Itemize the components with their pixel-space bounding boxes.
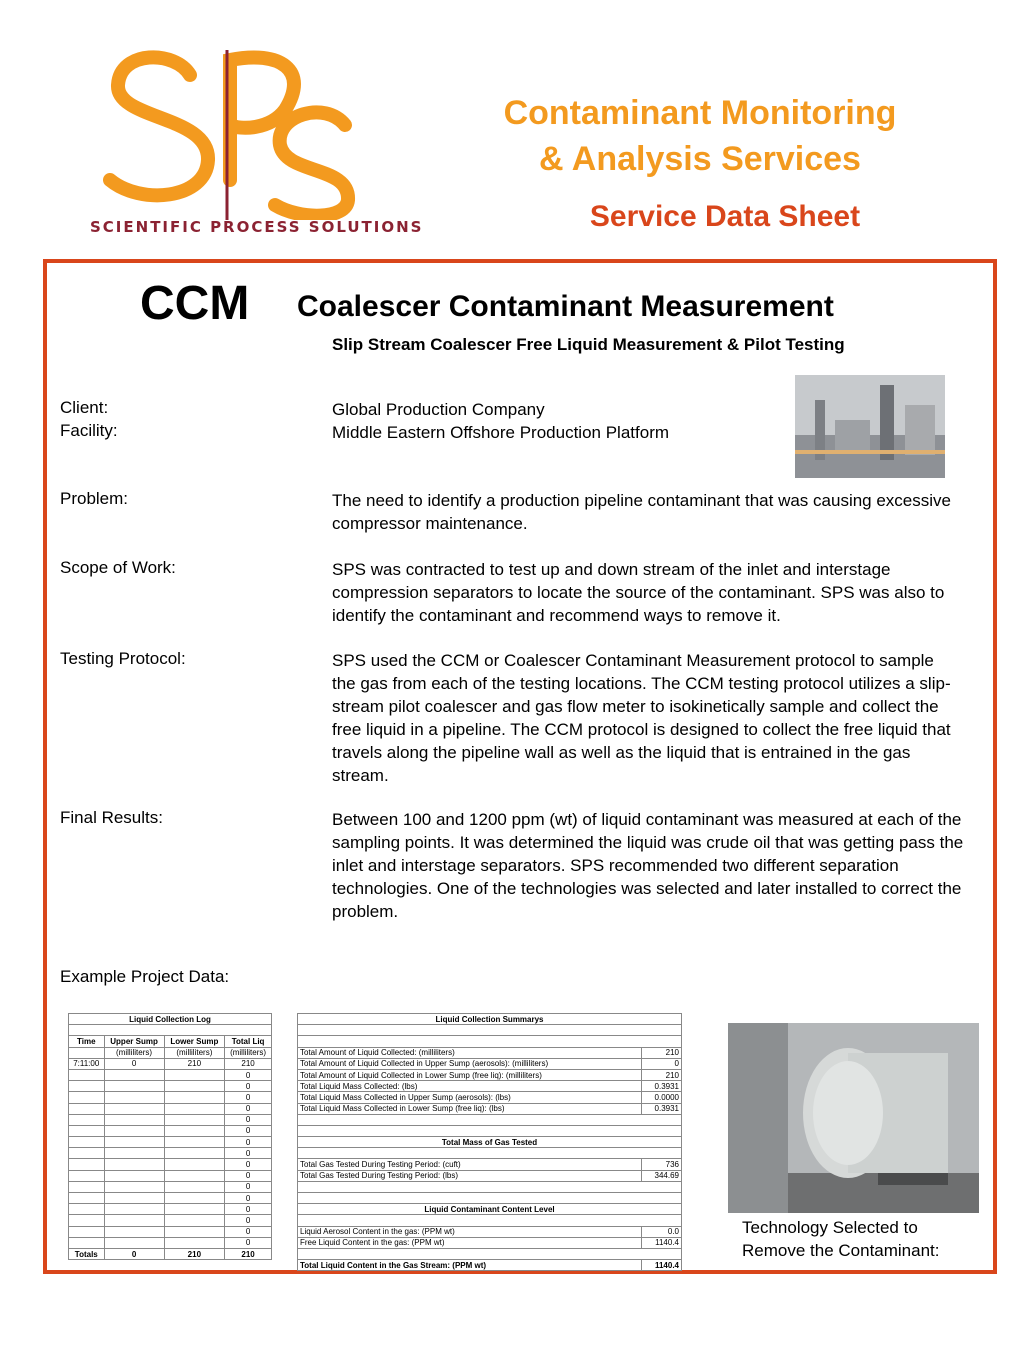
summary-spacer-cell	[298, 1215, 682, 1226]
log-cell: 0	[225, 1237, 272, 1248]
log-cell	[104, 1159, 164, 1170]
log-cell: 0	[225, 1170, 272, 1181]
summary-value-cell: 736	[641, 1159, 681, 1170]
table-row	[69, 1193, 272, 1204]
summary-value-cell: 0	[641, 1058, 681, 1069]
table-row	[298, 1047, 682, 1058]
log-cell: 0	[225, 1092, 272, 1103]
title-acronym: CCM	[140, 277, 250, 330]
log-cell	[164, 1204, 225, 1215]
log-cell	[164, 1125, 225, 1136]
table-row	[298, 1058, 682, 1069]
technology-photo	[728, 1023, 979, 1213]
log-cell	[69, 1170, 105, 1181]
example-label: Example Project Data:	[60, 967, 230, 986]
log-cell: 210	[164, 1058, 225, 1069]
log-cell	[104, 1092, 164, 1103]
table-row	[69, 1058, 272, 1069]
log-header-cell: Lower Sump	[164, 1036, 225, 1047]
scope-label: Scope of Work:	[60, 558, 176, 577]
summary-spacer-cell	[298, 1114, 682, 1125]
summary-label-cell: Total Amount of Liquid Collected in Upper Sump (aerosols): (milliliters)	[298, 1058, 642, 1069]
log-totals-cell: 210	[225, 1248, 272, 1259]
results-value: Between 100 and 1200 ppm (wt) of liquid contaminant was measured at each of the sampling points. It was determined the liquid was crude oil that was getting pass the inlet and interstage separators. SPS recommended two different separation technologies. One of the technologies was selected and later installed to correct the problem.	[332, 810, 964, 921]
log-cell	[69, 1237, 105, 1248]
table-row	[69, 1148, 272, 1159]
summary-value-cell: 0.0	[641, 1226, 681, 1237]
log-spacer-row	[69, 1025, 272, 1036]
summary-value-cell: 210	[641, 1069, 681, 1080]
table-row	[298, 1237, 682, 1248]
log-cell	[164, 1181, 225, 1192]
table-row	[69, 1081, 272, 1092]
content-title-cell: Liquid Contaminant Content Level	[298, 1204, 682, 1215]
log-cell: 0	[225, 1137, 272, 1148]
log-cell	[69, 1181, 105, 1192]
protocol-value: SPS used the CCM or Coalescer Contaminant Measurement protocol to sample the gas from each of the testing locations. The CCM testing protocol utilizes a slip-stream pilot coalescer and gas flow meter to isokinetically sample and collect the free liquid in a pipeline. The CCM protocol is designed to collect the free liquid that travels along the pipeline wall as well as the liquid that is entrained in the gas stream.	[332, 651, 951, 785]
log-cell	[69, 1125, 105, 1136]
log-cell	[69, 1137, 105, 1148]
log-cell: 0	[104, 1058, 164, 1069]
log-cell	[164, 1114, 225, 1125]
summary-value-cell: 0.0000	[641, 1092, 681, 1103]
table-row	[298, 1170, 682, 1181]
summary-label-cell: Total Amount of Liquid Collected in Lower Sump (free liq): (milliliters)	[298, 1069, 642, 1080]
results-label: Final Results:	[60, 808, 163, 827]
summary-value-cell: 1140.4	[641, 1237, 681, 1248]
summary-label-cell: Total Amount of Liquid Collected: (milliliters)	[298, 1047, 642, 1058]
log-cell	[104, 1237, 164, 1248]
problem-label: Problem:	[60, 489, 129, 508]
log-cell: 0	[225, 1181, 272, 1192]
log-cell	[104, 1081, 164, 1092]
log-cell	[69, 1204, 105, 1215]
summary-spacer-cell	[298, 1036, 682, 1047]
table-row	[298, 1069, 682, 1080]
log-header-cell: Total Liq	[225, 1036, 272, 1047]
log-cell	[104, 1215, 164, 1226]
log-spacer-cell	[69, 1025, 272, 1036]
log-cell	[164, 1092, 225, 1103]
log-totals-cell: Totals	[69, 1248, 105, 1259]
summary-total-label: Total Liquid Content in the Gas Stream: (PPM wt)	[298, 1260, 642, 1271]
table-row	[69, 1226, 272, 1237]
log-cell	[69, 1103, 105, 1114]
log-cell	[104, 1069, 164, 1080]
log-header-cell: Upper Sump	[104, 1036, 164, 1047]
log-cell	[164, 1215, 225, 1226]
log-cell: 0	[225, 1215, 272, 1226]
facility-value: Middle Eastern Offshore Production Platform	[332, 423, 670, 442]
protocol-label: Testing Protocol:	[60, 649, 186, 668]
caption-line-1: Technology Selected to	[742, 1218, 918, 1237]
summary-label-cell: Free Liquid Content in the gas: (PPM wt)	[298, 1237, 642, 1248]
caption-line-2: Remove the Contaminant:	[742, 1241, 940, 1260]
log-cell	[164, 1137, 225, 1148]
summary-spacer-row	[298, 1248, 682, 1259]
summary-value-cell: 0.3931	[641, 1081, 681, 1092]
log-cell	[104, 1125, 164, 1136]
log-cell: 0	[225, 1125, 272, 1136]
log-cell: 0	[225, 1159, 272, 1170]
table-row	[69, 1137, 272, 1148]
table-row	[69, 1170, 272, 1181]
log-cell: 0	[225, 1226, 272, 1237]
content-title	[298, 1204, 682, 1215]
liquid-collection-log-table	[68, 1013, 272, 1260]
log-cell	[69, 1114, 105, 1125]
header-line-1: Contaminant Monitoring	[503, 94, 897, 132]
summary-label-cell: Total Gas Tested During Testing Period: (cuft)	[298, 1159, 642, 1170]
log-units-cell: (milliliters)	[225, 1047, 272, 1058]
title-subtitle: Slip Stream Coalescer Free Liquid Measurement & Pilot Testing	[332, 335, 845, 354]
summary-title	[298, 1014, 682, 1025]
summary-value-cell: 210	[641, 1047, 681, 1058]
log-cell: 0	[225, 1103, 272, 1114]
log-totals-cell: 0	[104, 1248, 164, 1259]
log-cell	[164, 1193, 225, 1204]
table-row	[298, 1226, 682, 1237]
logo-text: SCIENTIFIC PROCESS SOLUTIONS	[90, 218, 424, 236]
gas-title	[298, 1137, 682, 1148]
table-row	[298, 1159, 682, 1170]
table-row	[69, 1159, 272, 1170]
header-title	[470, 90, 930, 182]
summary-total-value: 1140.4	[641, 1260, 681, 1271]
log-cell	[104, 1170, 164, 1181]
table-row	[69, 1204, 272, 1215]
summary-spacer-cell	[298, 1193, 682, 1204]
table-row	[298, 1081, 682, 1092]
summary-spacer-row	[298, 1125, 682, 1136]
summary-spacer-row	[298, 1215, 682, 1226]
client-value: Global Production Company	[332, 400, 545, 419]
log-cell	[164, 1081, 225, 1092]
log-cell	[164, 1170, 225, 1181]
log-cell: 0	[225, 1193, 272, 1204]
summary-label-cell: Total Gas Tested During Testing Period: (lbs)	[298, 1170, 642, 1181]
summary-label-cell: Total Liquid Mass Collected in Lower Sump (free liq): (lbs)	[298, 1103, 642, 1114]
summary-spacer-cell	[298, 1181, 682, 1192]
summary-spacer-row	[298, 1193, 682, 1204]
log-header-row	[69, 1036, 272, 1047]
facility-label: Facility:	[60, 421, 118, 440]
title-full: Coalescer Contaminant Measurement	[297, 290, 834, 323]
gas-title-cell: Total Mass of Gas Tested	[298, 1137, 682, 1148]
liquid-collection-summary-table	[297, 1013, 682, 1271]
summary-spacer-row	[298, 1114, 682, 1125]
log-cell	[69, 1226, 105, 1237]
log-cell	[164, 1159, 225, 1170]
log-cell	[164, 1069, 225, 1080]
summary-spacer-row	[298, 1025, 682, 1036]
log-units-cell: (milliliters)	[104, 1047, 164, 1058]
technology-caption	[742, 1216, 940, 1262]
log-title-row	[69, 1014, 272, 1025]
summary-label-cell: Total Liquid Mass Collected: (lbs)	[298, 1081, 642, 1092]
summary-total-row	[298, 1260, 682, 1271]
service-data-sheet-heading: Service Data Sheet	[589, 200, 861, 233]
summary-value-cell: 344.69	[641, 1170, 681, 1181]
sps-logo	[80, 40, 450, 240]
header-line-2: & Analysis Services	[539, 140, 861, 178]
log-cell	[104, 1204, 164, 1215]
log-cell: 7:11:00	[69, 1058, 105, 1069]
log-cell	[69, 1081, 105, 1092]
log-cell	[69, 1069, 105, 1080]
log-cell	[104, 1181, 164, 1192]
summary-spacer-row	[298, 1148, 682, 1159]
log-cell	[69, 1159, 105, 1170]
log-units-cell: (milliliters)	[164, 1047, 225, 1058]
log-cell	[104, 1148, 164, 1159]
log-cell	[164, 1148, 225, 1159]
summary-title-cell: Liquid Collection Summarys	[298, 1014, 682, 1025]
log-cell	[69, 1193, 105, 1204]
table-row	[69, 1215, 272, 1226]
log-totals-row	[69, 1248, 272, 1259]
log-cell	[69, 1148, 105, 1159]
problem-value: The need to identify a production pipeline contaminant that was causing excessive compressor maintenance.	[332, 491, 951, 533]
summary-spacer-cell	[298, 1248, 682, 1259]
log-header-cell: Time	[69, 1036, 105, 1047]
log-totals-cell: 210	[164, 1248, 225, 1259]
log-cell: 0	[225, 1081, 272, 1092]
table-row	[69, 1103, 272, 1114]
summary-spacer-cell	[298, 1148, 682, 1159]
scope-value: SPS was contracted to test up and down stream of the inlet and interstage compression separators to locate the source of the contaminant. SPS was also to identify the contaminant and recommend ways to remove it.	[332, 560, 945, 625]
log-units-cell	[69, 1047, 105, 1058]
log-cell	[69, 1092, 105, 1103]
log-title: Liquid Collection Log	[69, 1014, 272, 1025]
table-row	[69, 1237, 272, 1248]
summary-spacer-cell	[298, 1025, 682, 1036]
log-cell	[104, 1226, 164, 1237]
log-cell	[104, 1137, 164, 1148]
client-label: Client:	[60, 398, 109, 417]
summary-spacer-row	[298, 1181, 682, 1192]
log-cell	[104, 1114, 164, 1125]
table-row	[69, 1069, 272, 1080]
summary-label-cell: Liquid Aerosol Content in the gas: (PPM wt)	[298, 1226, 642, 1237]
log-cell	[164, 1103, 225, 1114]
table-row	[69, 1125, 272, 1136]
log-cell: 0	[225, 1148, 272, 1159]
summary-label-cell: Total Liquid Mass Collected in Upper Sump (aerosols): (lbs)	[298, 1092, 642, 1103]
summary-spacer-cell	[298, 1125, 682, 1136]
log-cell: 0	[225, 1204, 272, 1215]
log-cell	[104, 1193, 164, 1204]
technology-photo-image	[728, 1023, 979, 1213]
log-cell: 0	[225, 1069, 272, 1080]
log-cell: 210	[225, 1058, 272, 1069]
log-cell	[164, 1226, 225, 1237]
log-cell	[164, 1237, 225, 1248]
summary-spacer-row	[298, 1036, 682, 1047]
sps-logo-mark	[80, 40, 450, 220]
table-row	[298, 1103, 682, 1114]
table-row	[69, 1092, 272, 1103]
log-cell: 0	[225, 1114, 272, 1125]
log-cell	[104, 1103, 164, 1114]
table-row	[69, 1181, 272, 1192]
table-row	[298, 1092, 682, 1103]
summary-value-cell: 0.3931	[641, 1103, 681, 1114]
table-row	[69, 1114, 272, 1125]
log-cell	[69, 1215, 105, 1226]
log-units-row	[69, 1047, 272, 1058]
